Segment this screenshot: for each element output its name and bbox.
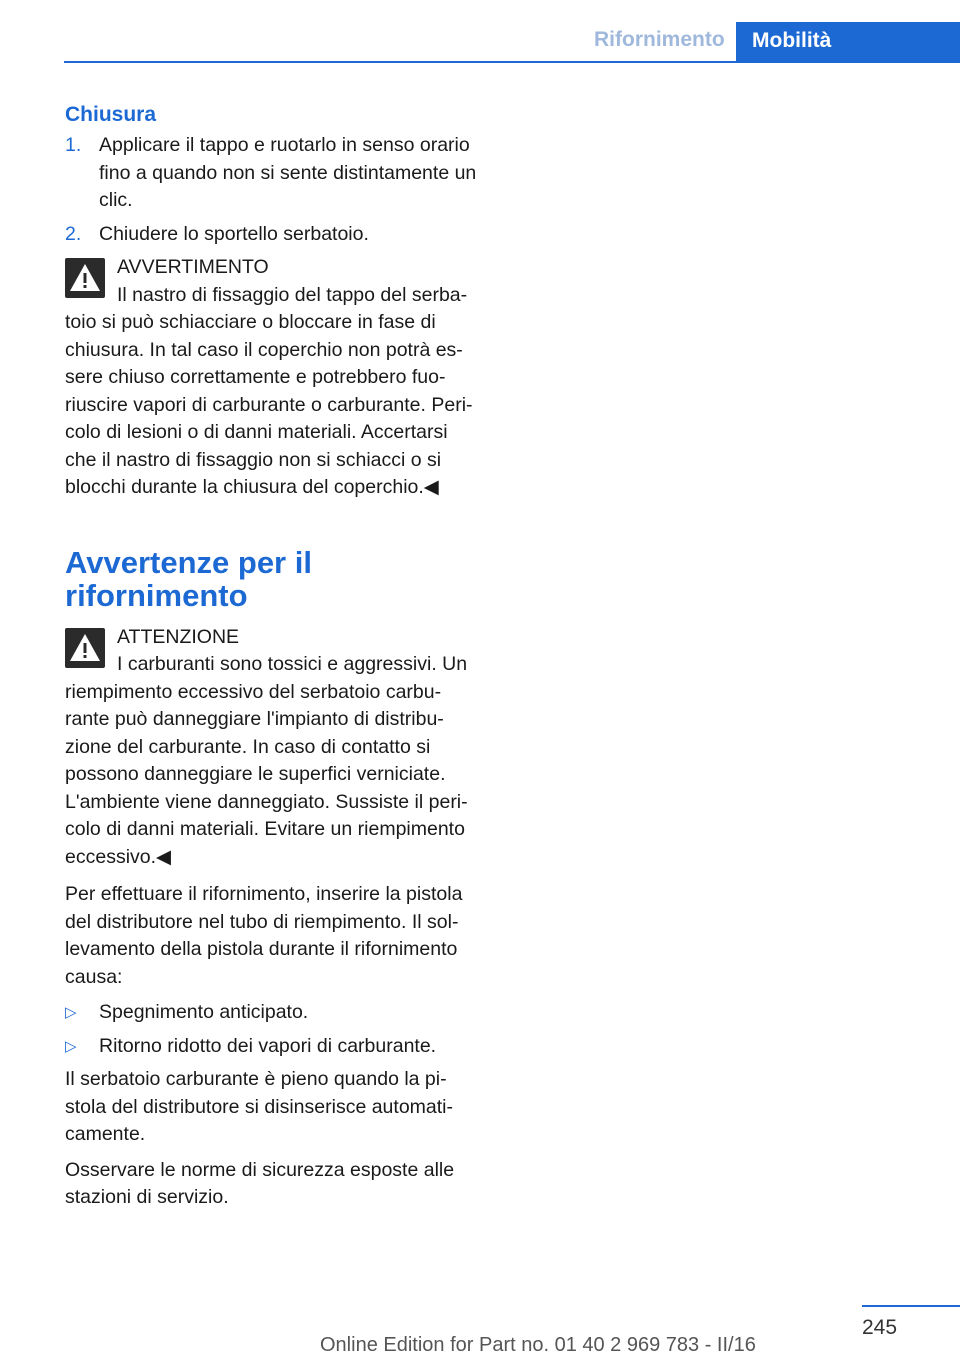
warning-text: Il nastro di fissaggio del tappo del serba-toio si può schiacciare o bloccare in fase di chiusura. In tal caso il coperchio non potrà es-sere chiuso correttamente e potrebbero fuo-riuscire vapori di carburante o carburante. Peri-colo di lesioni o di danni materiali. Accertarsi che il nastro di fissaggio non si schiacci o si blocchi durante la chiusura del coperchio.◀ bbox=[65, 283, 473, 498]
warning-title: AVVERTIMENTO bbox=[117, 256, 269, 278]
closing-heading: Chiusura bbox=[65, 103, 157, 126]
footer-rule bbox=[862, 1305, 960, 1307]
refuel-intro-paragraph: Per effettuare il rifornimento, inserire la pistola del distributore nel tubo di riempimento. Il sol-levamento della pistola durante il rifornimento causa: bbox=[65, 883, 463, 988]
step-number: 1. bbox=[65, 134, 82, 156]
tank-full-paragraph: Il serbatoio carburante è pieno quando la pi-stola del distributore si disinserisce automati-camente. bbox=[65, 1068, 454, 1145]
warning-block bbox=[65, 254, 479, 502]
step-item bbox=[65, 221, 479, 249]
warning-triangle-icon bbox=[65, 258, 105, 298]
header-section-title: Rifornimento bbox=[594, 28, 725, 51]
caution-text: I carburanti sono tossici e aggressivi. Un riempimento eccessivo del serbatoio carbu-rante può danneggiare l'impianto di distribu-zione del carburante. In caso di contatto si possono danneggiare le superfici verniciate. L'ambiente viene danneggiato. Sussiste il peri-colo di danni materiali. Evitare un riempimento eccessivo.◀ bbox=[65, 653, 468, 868]
triangle-bullet-icon: ▷ bbox=[65, 1004, 77, 1021]
warning-triangle-icon bbox=[65, 628, 105, 668]
safety-paragraph: Osservare le norme di sicurezza esposte alle stazioni di servizio. bbox=[65, 1158, 455, 1208]
refuel-heading: Avvertenze per il rifornimento bbox=[65, 544, 312, 613]
header-rule bbox=[64, 61, 960, 63]
step-number: 2. bbox=[65, 222, 82, 245]
refuel-bullet-list bbox=[65, 999, 479, 1060]
triangle-bullet-icon: ▷ bbox=[65, 1037, 77, 1055]
page-number: 245 bbox=[862, 1316, 898, 1339]
header-chapter-tab: Mobilità bbox=[736, 22, 960, 63]
main-content bbox=[65, 100, 479, 1220]
step-text: Chiudere lo sportello serbatoio. bbox=[99, 222, 369, 245]
list-item bbox=[65, 1033, 479, 1061]
step-item bbox=[65, 132, 479, 215]
list-item-text: Spegnimento anticipato. bbox=[99, 1001, 309, 1023]
closing-steps bbox=[65, 132, 479, 248]
list-item bbox=[65, 999, 479, 1027]
edition-line: Online Edition for Part no. 01 40 2 969 783 - II/16 bbox=[320, 1334, 756, 1356]
caution-block bbox=[65, 624, 479, 872]
caution-title: ATTENZIONE bbox=[117, 625, 240, 648]
step-text: Applicare il tappo e ruotarlo in senso orario fino a quando non si sente distintamente un clic. bbox=[99, 134, 477, 211]
list-item-text: Ritorno ridotto dei vapori di carburante. bbox=[99, 1034, 437, 1057]
